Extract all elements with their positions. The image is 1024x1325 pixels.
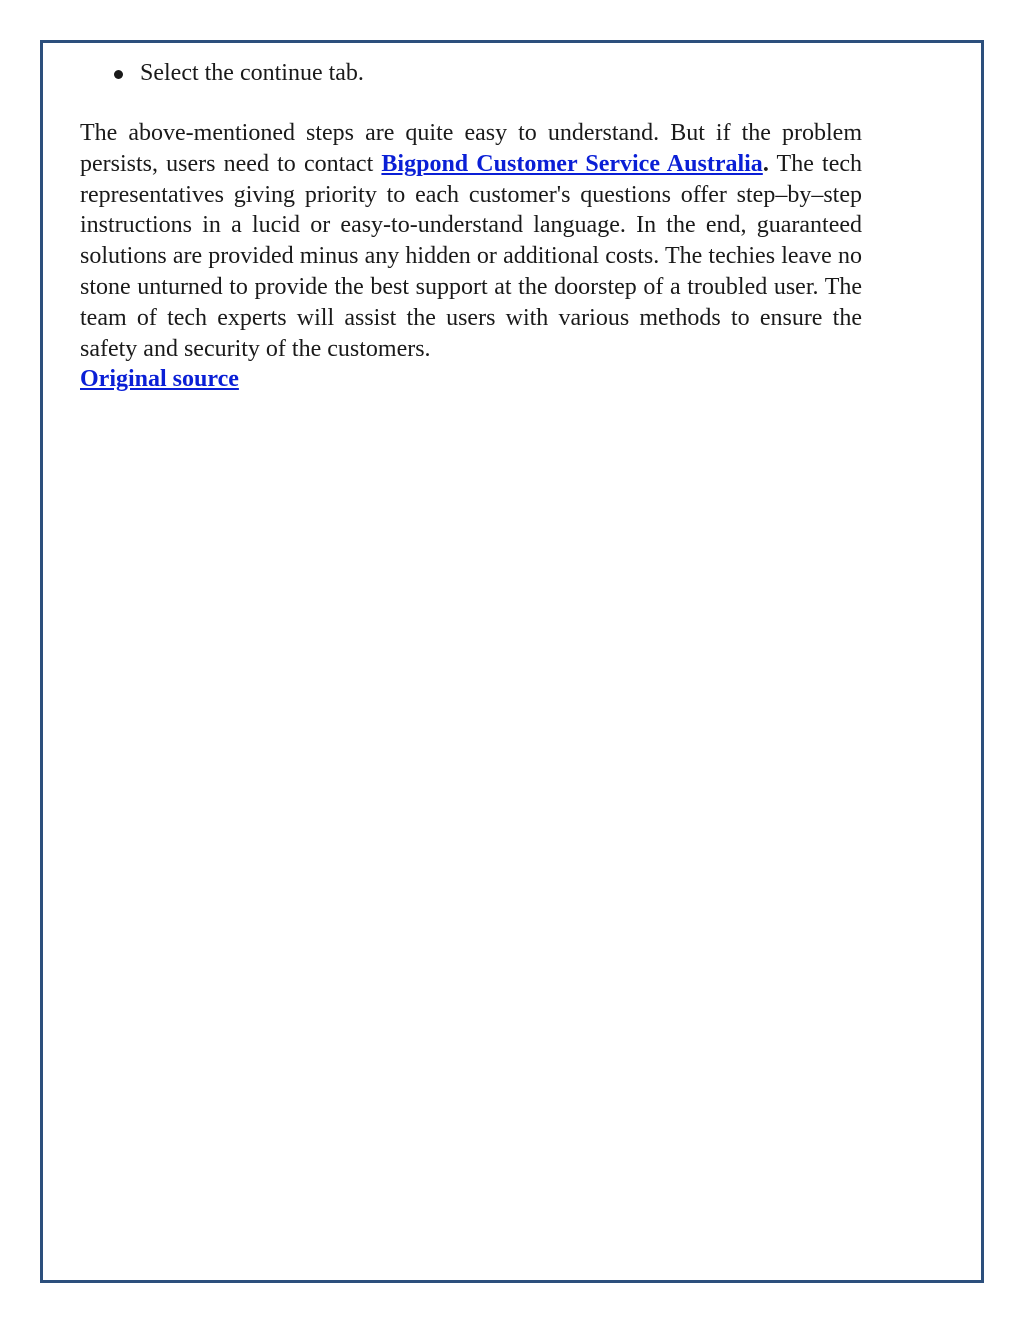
paragraph-text-before-link: The above-mentioned steps are quite easy to understand. But if the problem persists, users need to contact (80, 120, 862, 177)
bullet-dot-icon (114, 70, 123, 79)
bullet-list (80, 58, 862, 88)
body-paragraph (80, 118, 862, 364)
original-source-link[interactable]: Original source (80, 366, 239, 393)
paragraph-text-after-link: The tech representatives giving priority to each customer's questions offer step–by–step instructions in a lucid or easy-to-understand language. In the end, guaranteed solutions are provided minus any hidden or additional costs. The techies leave no stone unturned to provide the best support at the doorstep of a troubled user. The team of tech experts will assist the users with various methods to ensure the safety and security of the customers. (80, 150, 862, 362)
document-content (80, 58, 862, 395)
source-line (80, 364, 862, 395)
bigpond-customer-service-link[interactable]: Bigpond Customer Service Australia (381, 150, 763, 177)
link-period: . (762, 150, 769, 177)
bullet-item (80, 58, 862, 88)
bullet-text: Select the continue tab. (140, 60, 364, 86)
